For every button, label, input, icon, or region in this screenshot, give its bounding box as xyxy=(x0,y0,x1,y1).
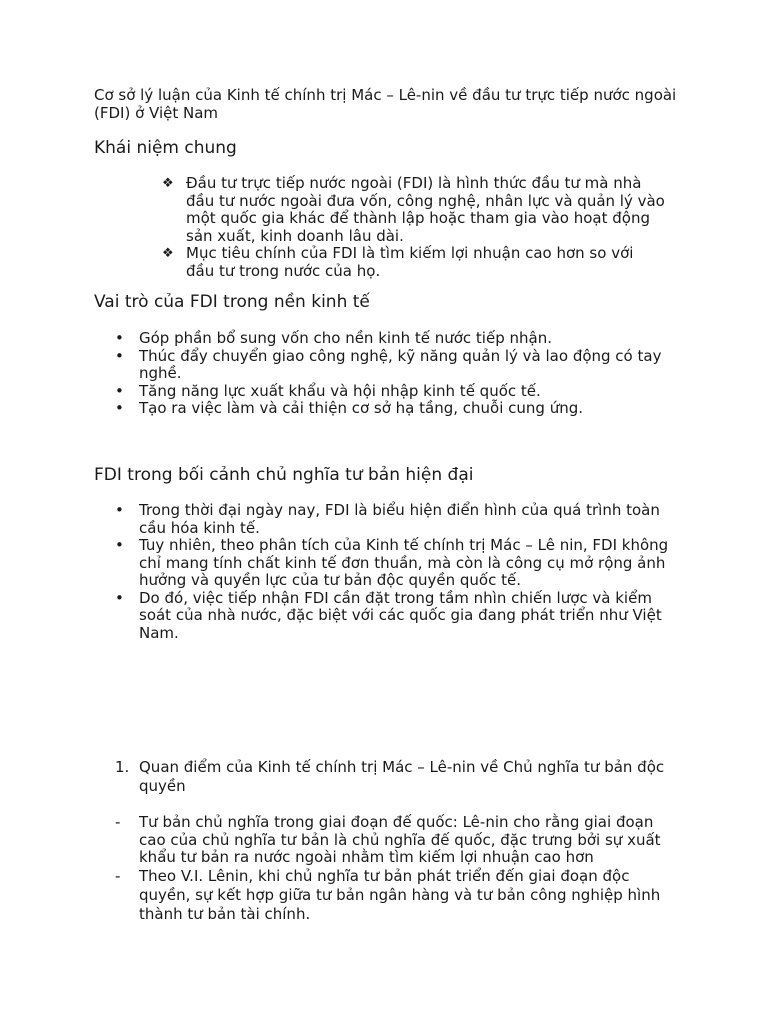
bullet-icon: • xyxy=(115,346,124,365)
list-number: 1. xyxy=(115,758,130,776)
numbered-heading: 1. Quan điểm của Kinh tế chính trị Mác – Lê-nin về Chủ nghĩa tư bản độc quyền xyxy=(115,758,665,795)
list-item: • Góp phần bổ sung vốn cho nền kinh tế nước tiếp nhận. xyxy=(115,329,552,347)
bullet-icon: • xyxy=(115,501,124,519)
list-item: ❖ Mục tiêu chính của FDI là tìm kiếm lợi nhuận cao hơn so với đầu tư trong nước của họ. xyxy=(162,244,634,280)
bullet-icon: • xyxy=(115,329,124,347)
heading-khai-niem-chung: Khái niệm chung xyxy=(94,138,237,158)
role-list xyxy=(115,329,669,418)
monopoly-list xyxy=(115,813,679,924)
dash-bullet-icon: - xyxy=(115,866,121,885)
heading-fdi-boi-canh: FDI trong bối cảnh chủ nghĩa tư bản hiện đại xyxy=(94,465,474,485)
list-item: ❖ Đầu tư trực tiếp nước ngoài (FDI) là hình thức đầu tư mà nhà đầu tư nước ngoài đưa vốn, công nghệ, nhân lực và quản lý vào một quốc gia khác để thành lập hoặc tham gia vào hoạt động sản xuất, kinh doanh lâu dài. xyxy=(162,174,665,245)
list-item: • Do đó, việc tiếp nhận FDI cần đặt trong tầm nhìn chiến lược và kiểm soát của nhà nước, đặc biệt với các quốc gia đang phát triển như Việt Nam. xyxy=(115,588,662,642)
bullet-icon: • xyxy=(115,536,124,554)
bullet-icon: • xyxy=(115,588,124,607)
list-item: • Tăng năng lực xuất khẩu và hội nhập kinh tế quốc tế. xyxy=(115,381,541,400)
bullet-icon: • xyxy=(115,381,124,400)
list-item: - Tư bản chủ nghĩa trong giai đoạn đế quốc: Lê-nin cho rằng giai đoạn cao của chủ nghĩa tư bản là chủ nghĩa đế quốc, đặc trưng bởi sự xuất khẩu tư bản ra nước ngoài nhằm tìm kiếm lợi nhuận cao hơn xyxy=(115,813,661,866)
diamond-bullet-icon: ❖ xyxy=(162,176,174,191)
list-item: • Thúc đẩy chuyển giao công nghệ, kỹ năng quản lý và lao động có tay nghề. xyxy=(115,346,662,382)
heading-vai-tro: Vai trò của FDI trong nền kinh tế xyxy=(94,292,370,312)
numbered-heading-list xyxy=(115,758,669,796)
context-list xyxy=(115,501,674,642)
list-item: • Tạo ra việc làm và cải thiện cơ sở hạ tầng, chuỗi cung ứng. xyxy=(115,399,584,417)
bullet-icon: • xyxy=(115,399,124,417)
dash-bullet-icon: - xyxy=(115,813,121,831)
list-item: - Theo V.I. Lênin, khi chủ nghĩa tư bản phát triển đến giai đoạn độc quyền, sự kết hợp giữa tư bản ngân hàng và tư bản công nghiệp hình thành tư bản tài chính. xyxy=(115,866,661,923)
diamond-bullet-icon: ❖ xyxy=(162,246,174,261)
concept-list xyxy=(162,174,666,280)
document-title: Cơ sở lý luận của Kinh tế chính trị Mác – Lê-nin về đầu tư trực tiếp nước ngoài (FDI) ở Việt Nam xyxy=(94,86,677,122)
list-item: • Tuy nhiên, theo phân tích của Kinh tế chính trị Mác – Lê nin, FDI không chỉ mang tính chất kinh tế đơn thuần, mà còn là công cụ mở rộng ảnh hưởng và quyền lực của tư bản độc quyền quốc tế. xyxy=(115,536,669,589)
list-item: • Trong thời đại ngày nay, FDI là biểu hiện điển hình của quá trình toàn cầu hóa kinh tế. xyxy=(115,501,660,537)
